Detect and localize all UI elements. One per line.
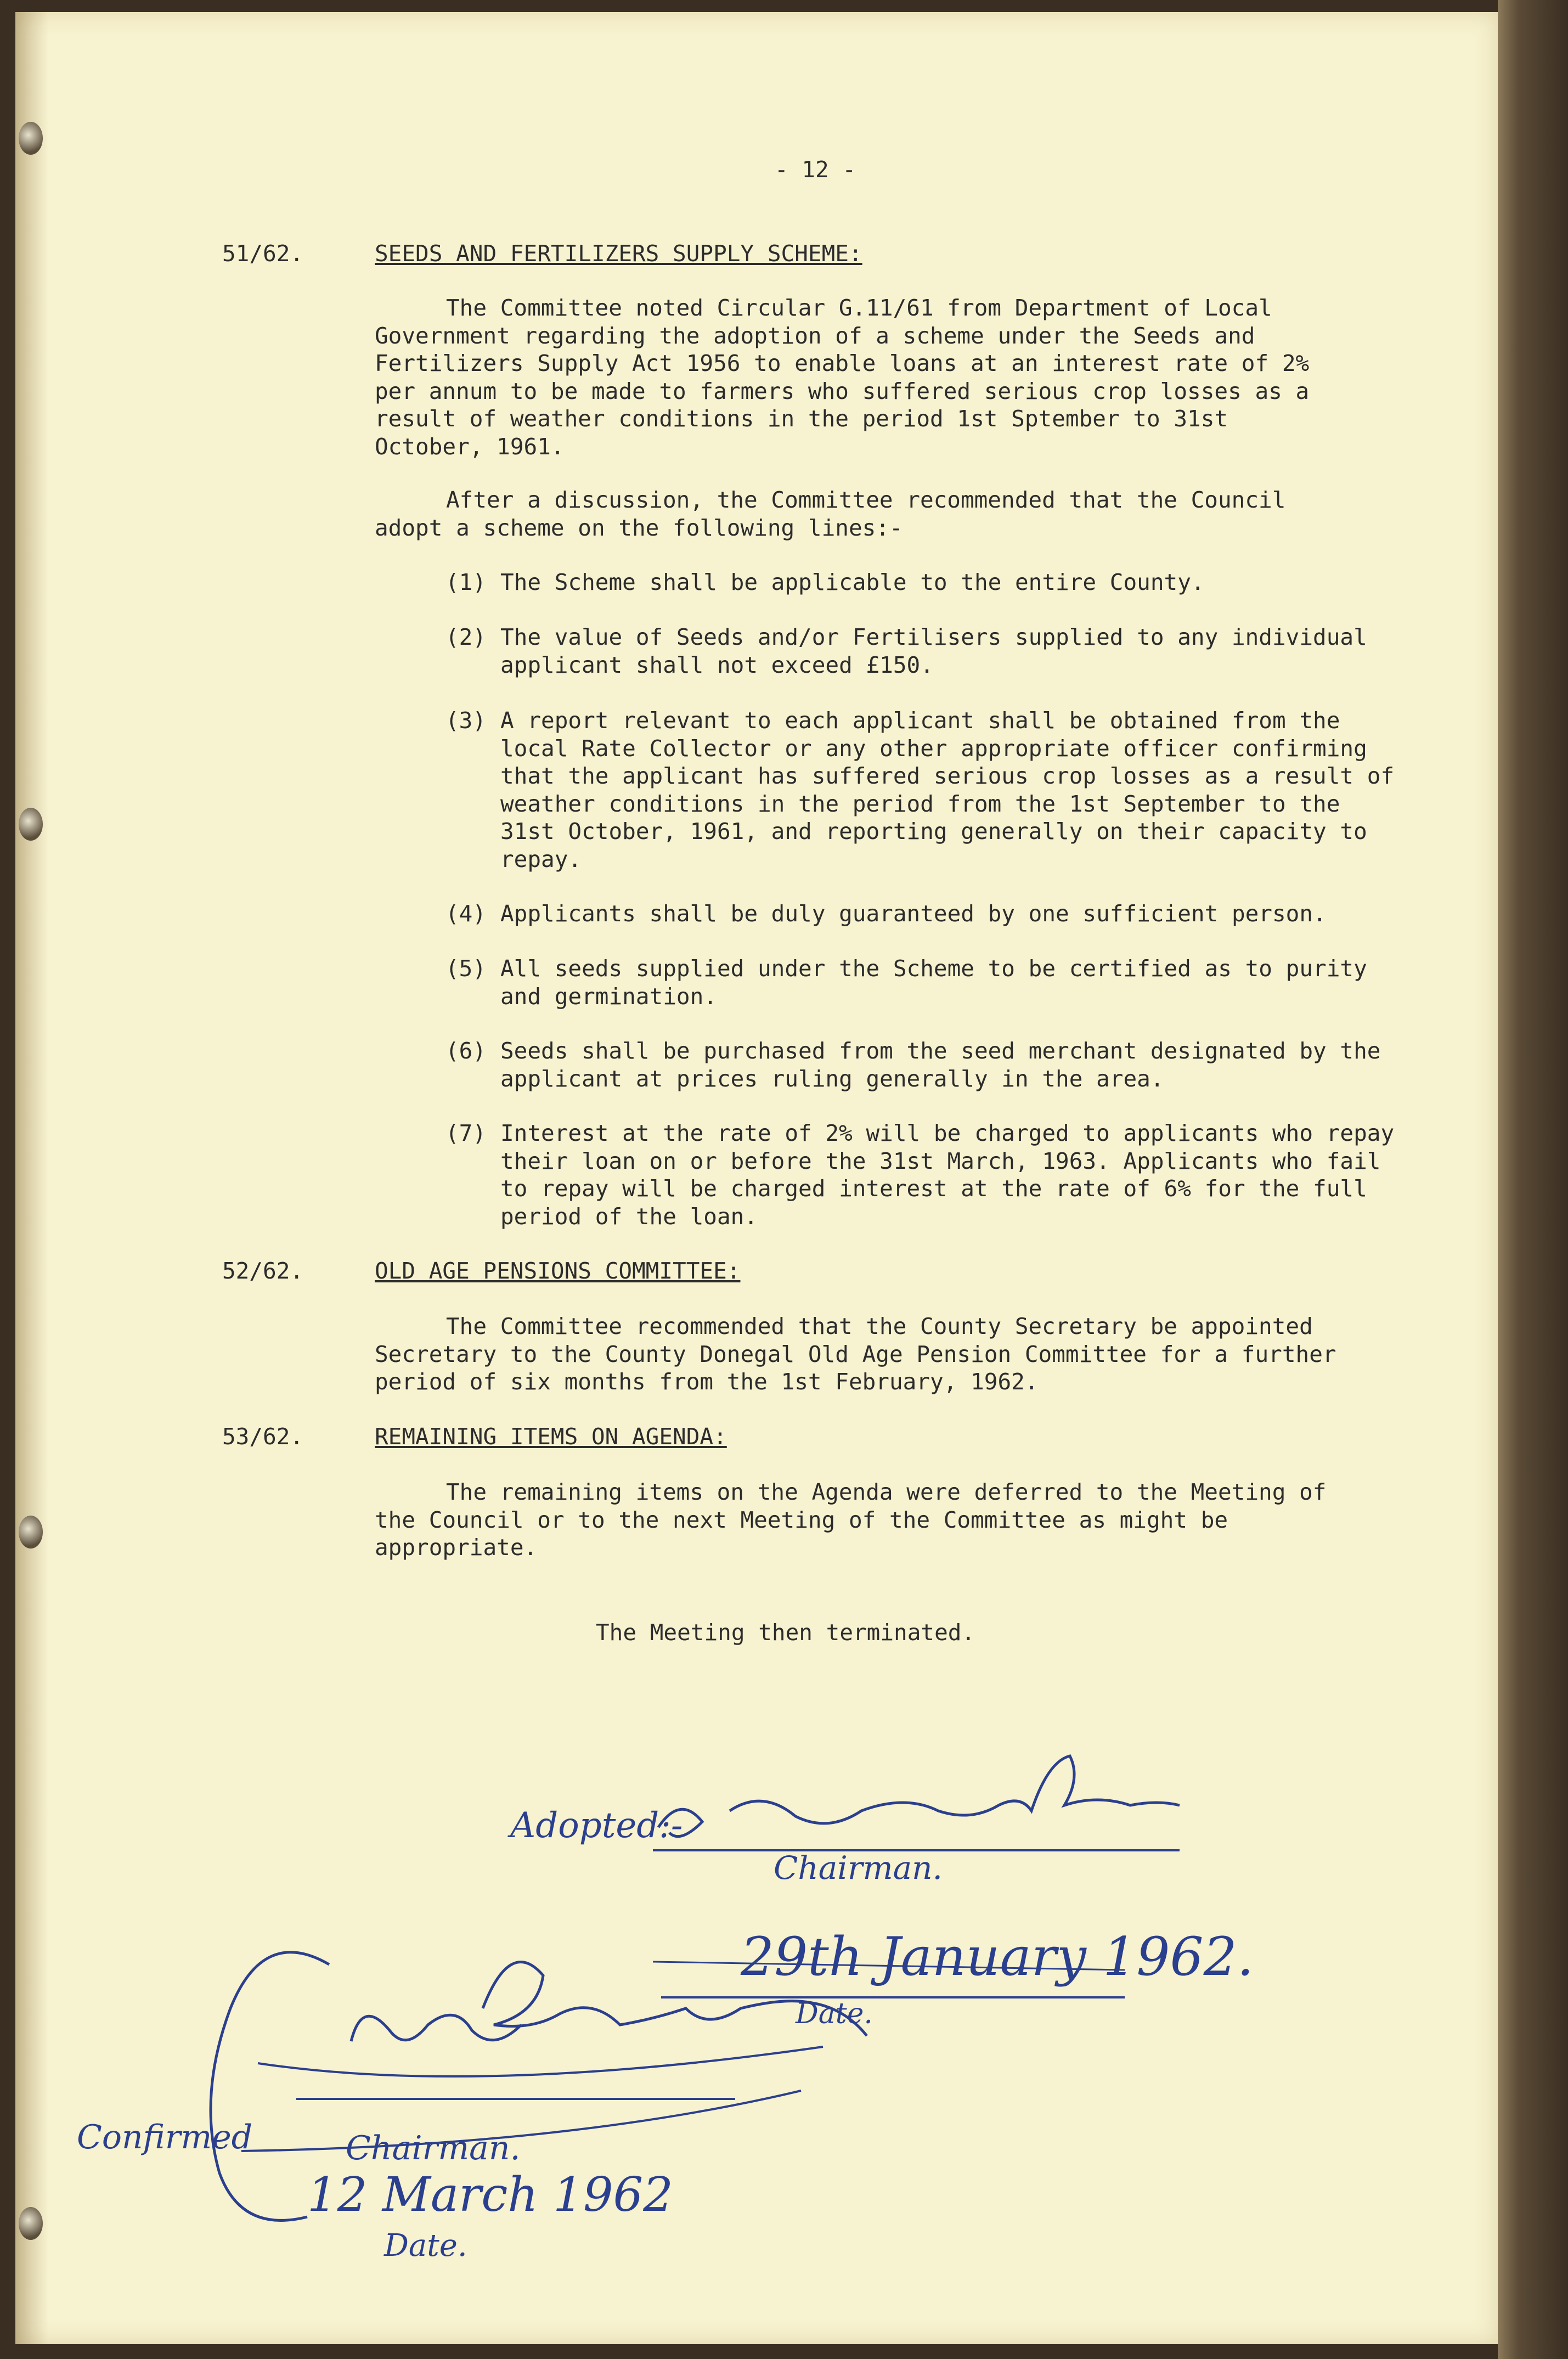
section-ref: 53/62. (222, 1423, 304, 1450)
list-item-number: (5) (445, 955, 487, 982)
list-item-text: A report relevant to each applicant shall be obtained from the local Rate Collector or any other appropriate officer confirming that the applicant has suffered serious crop losses as a result of weather conditions in the period from the 1st September to the 31st October, 1961, and reporting generally on their capacity to repay. (500, 707, 1395, 872)
section-ref: 51/62. (222, 240, 304, 267)
page-number: - 12 - (775, 156, 856, 183)
closing-line: The Meeting then terminated. (596, 1619, 975, 1646)
list-item-text: Seeds shall be purchased from the seed merchant designated by the applicant at prices ruling generally in the area. (500, 1038, 1381, 1092)
list-item-number: (1) (445, 569, 487, 595)
list-item-text: The Scheme shall be applicable to the entire County. (500, 569, 1205, 595)
section-heading: REMAINING ITEMS ON AGENDA: (375, 1423, 727, 1450)
section-heading: OLD AGE PENSIONS COMMITTEE: (375, 1258, 741, 1284)
section-heading: SEEDS AND FERTILIZERS SUPPLY SCHEME: (375, 240, 862, 267)
list-item-number: (7) (445, 1120, 487, 1146)
paragraph: The Committee recommended that the County Secretary be appointed Secretary to the County Donegal Old Age Pension Committee for a further period of six months from the 1st February, 1962. (375, 1313, 1336, 1395)
list-item-text: The value of Seeds and/or Fertilisers supplied to any individual applicant shall not exceed £150. (500, 624, 1367, 678)
chairman-label: Chairman. (774, 1849, 943, 1887)
adopted-label: Adopted:- (510, 1805, 683, 1846)
list-item-number: (6) (445, 1038, 487, 1064)
paragraph: The remaining items on the Agenda were deferred to the Meeting of the Council or to the next Meeting of the Committee as might be appropriate. (375, 1479, 1327, 1561)
date-label: Date. (796, 1997, 873, 2030)
list-item-text: All seeds supplied under the Scheme to be certified as to purity and germination. (500, 955, 1367, 1010)
list-item-number: (2) (445, 624, 487, 650)
date-label: Date. (384, 2228, 467, 2264)
paragraph: After a discussion, the Committee recommended that the Council adopt a scheme on the following lines:- (375, 487, 1286, 541)
section-ref: 52/62. (222, 1258, 304, 1284)
list-item-number: (3) (445, 707, 487, 734)
list-item-number: (4) (445, 900, 487, 927)
list-item-text: Applicants shall be duly guaranteed by one sufficient person. (500, 900, 1327, 927)
adopted-date: 29th January 1962. (741, 1926, 1254, 1988)
chairman-label: Chairman. (346, 2129, 521, 2167)
confirmed-label: Confirmed (77, 2118, 253, 2157)
paragraph: The Committee noted Circular G.11/61 from Department of Local Government regarding the adoption of a scheme under the Seeds and Fertilizers Supply Act 1956 to enable loans at an interest rate of 2% per annum to be made to farmers who suffered serious crop losses as a result of weather conditions in the period 1st Sptember to 31st October, 1961. (375, 295, 1310, 460)
confirmed-date: 12 March 1962 (307, 2167, 673, 2222)
list-item-text: Interest at the rate of 2% will be charged to applicants who repay their loan on or before the 31st March, 1963. Applicants who fail to repay will be charged interest at the rate of 6% for the full period of the loan. (500, 1120, 1395, 1230)
